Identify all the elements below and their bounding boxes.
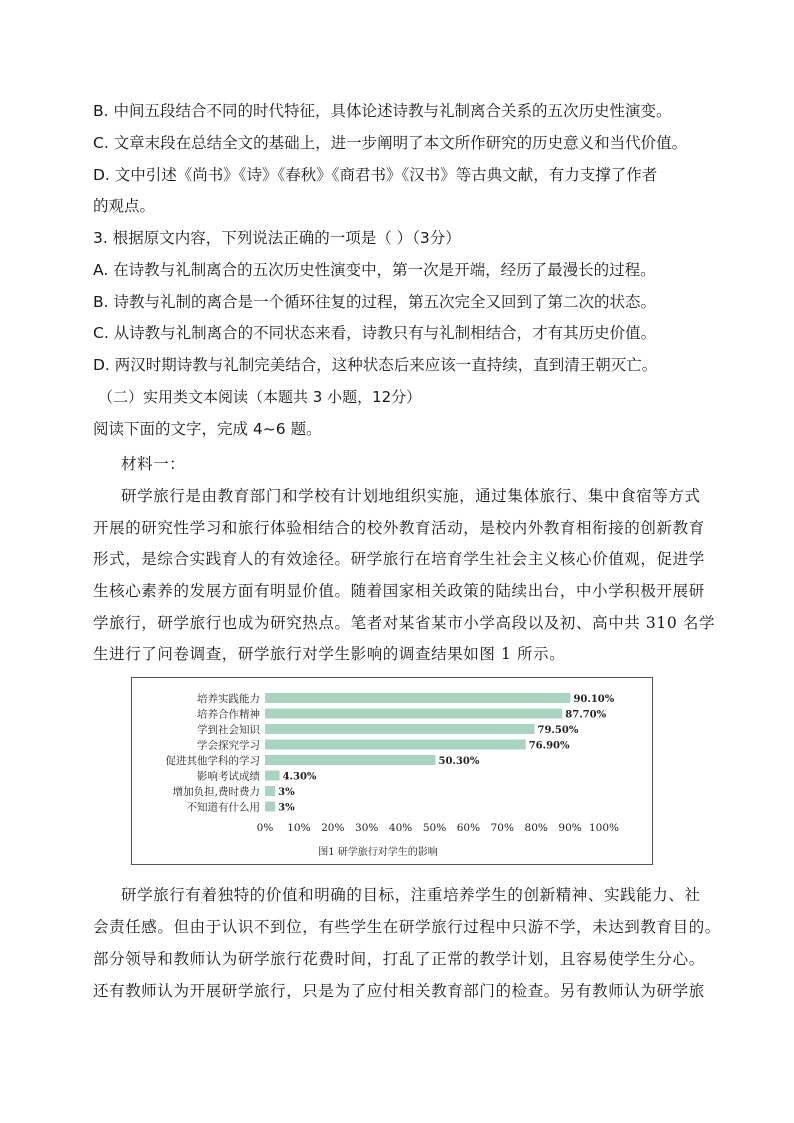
bar [265, 802, 275, 812]
x-tick-label: 10% [287, 822, 311, 834]
value-label: 3% [278, 787, 295, 798]
x-tick-label: 50% [422, 822, 447, 834]
value-label: 4.30% [282, 771, 317, 783]
value-label: 79.50% [537, 725, 579, 736]
paragraph-line: 生进行了问卷调查，研学旅行对学生影响的调查结果如图 1 所示。 [93, 645, 566, 663]
category-label: 不知道有什么用 [186, 801, 260, 814]
x-tick-label: 0% [256, 822, 274, 834]
category-label: 培养实践能力 [197, 693, 260, 705]
bar [265, 771, 280, 781]
paragraph-line: 研学旅行有着独特的价值和明确的目标，注重培养学生的创新精神、实践能力、社 [121, 886, 701, 904]
x-tick-label: 20% [321, 822, 345, 834]
x-tick-label: 90% [558, 822, 582, 834]
x-tick-label: 100% [588, 822, 620, 834]
bar [265, 724, 535, 734]
bar [265, 693, 570, 703]
category-label: 学到社会知识 [197, 724, 260, 736]
x-tick-label: 40% [388, 822, 413, 834]
paragraph-line: 学旅行，研学旅行也成为研究热点。笔者对某省某市小学高段以及初、高中共 310 名学 [93, 614, 716, 632]
option-b: B. 中间五段结合不同的时代特征，具体论述诗教与礼制离合关系的五次历史性演变。 [93, 102, 672, 120]
bar [265, 709, 562, 719]
category-label: 影响考试成绩 [197, 770, 260, 783]
option-d-line1: D. 文中引述《尚书》《诗》《春秋》《商君书》《汉书》等古典文献，有力支撑了作者 [93, 166, 658, 184]
question-3-option-b: B. 诗教与礼制的离合是一个循环往复的过程，第五次完全又回到了第二次的状态。 [93, 293, 656, 311]
x-tick-label: 30% [355, 822, 379, 834]
category-label: 促进其他学科的学习 [165, 755, 260, 767]
paragraph-line: 开展的研究性学习和旅行体验相结合的校外教育活动，是校内外教育相衔接的创新教育 [93, 519, 705, 537]
survey-bar-chart [131, 677, 653, 865]
paragraph-line: 还有教师认为开展研学旅行，只是为了应付相关教育部门的检查。另有教师认为研学旅 [93, 982, 705, 1000]
paragraph-line: 部分领导和教师认为研学旅行花费时间，打乱了正常的教学计划，且容易使学生分心。 [93, 950, 705, 968]
value-label: 3% [278, 802, 295, 814]
value-label: 76.90% [528, 740, 570, 752]
category-label: 增加负担,费时费力 [172, 786, 260, 798]
chart-canvas [132, 678, 652, 864]
bar [265, 755, 436, 765]
category-label: 学会探究学习 [197, 739, 260, 752]
option-c: C. 文章末段在总结全文的基础上，进一步阐明了本文所作研究的历史意义和当代价值。 [93, 134, 688, 152]
section-instruction: 阅读下面的文字，完成 4~6 题。 [93, 420, 322, 438]
paragraph-line: 形式，是综合实践育人的有效途径。研学旅行在培育学生社会主义核心价值观，促进学 [93, 550, 705, 568]
bar [265, 740, 526, 750]
question-3-option-c: C. 从诗教与礼制离合的不同状态来看，诗教只有与礼制相结合，才有其历史价值。 [93, 324, 657, 342]
option-d-line2: 的观点。 [93, 197, 156, 215]
question-3: 3. 根据原文内容，下列说法正确的一项是（ ）（3分） [93, 229, 461, 247]
chart-title: 图1 研学旅行对学生的影响 [318, 847, 438, 858]
question-3-option-a: A. 在诗教与礼制离合的五次历史性演变中，第一次是开端，经历了最漫长的过程。 [93, 261, 656, 279]
question-3-option-d: D. 两汉时期诗教与礼制完美结合，这种状态后来应该一直持续，直到清王朝灭亡。 [93, 356, 658, 374]
x-tick-label: 80% [524, 822, 548, 834]
value-label: 50.30% [438, 756, 480, 767]
paragraph-line: 会责任感。但由于认识不到位，有些学生在研学旅行过程中只游不学，未达到教育目的。 [93, 918, 721, 936]
category-label: 培养合作精神 [197, 708, 260, 721]
bar [265, 786, 275, 796]
paragraph-line: 研学旅行是由教育部门和学校有计划地组织实施，通过集体旅行、集中食宿等方式 [121, 487, 701, 505]
paragraph-line: 生核心素养的发展方面有明显价值。随着国家相关政策的陆续出台，中小学积极开展研 [93, 582, 705, 600]
material-label: 材料一： [121, 455, 186, 473]
value-label: 90.10% [573, 694, 615, 705]
value-label: 87.70% [565, 709, 607, 721]
x-tick-label: 70% [490, 822, 514, 834]
x-tick-label: 60% [456, 822, 481, 834]
section-heading: （二）实用类文本阅读（本题共 3 小题，12分） [98, 388, 422, 406]
